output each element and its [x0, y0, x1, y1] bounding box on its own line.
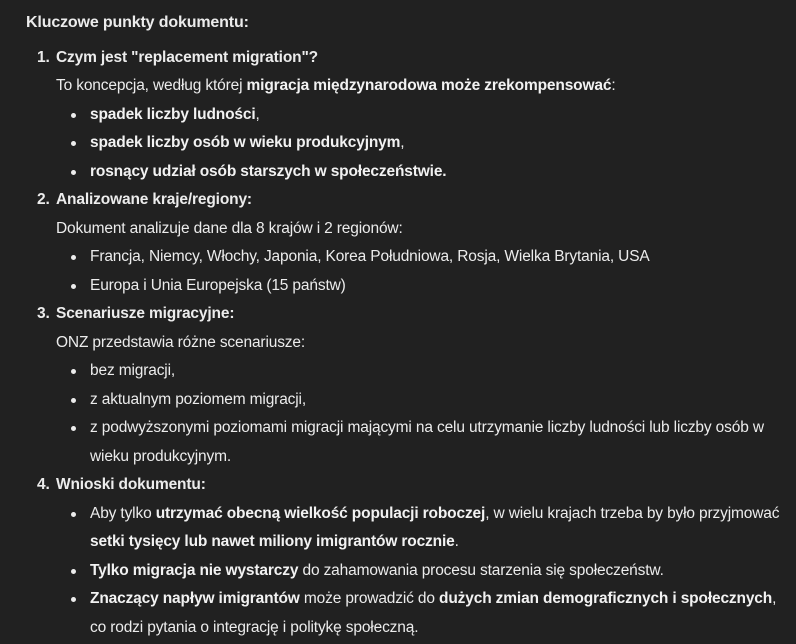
bullet-item — [56, 357, 786, 386]
text-run: ONZ przedstawia różne scenariusze: — [56, 333, 306, 351]
bold-text-run: spadek liczby ludności — [90, 105, 256, 123]
bullet-dot — [71, 369, 76, 374]
bold-text-run: spadek liczby osób w wieku produkcyjnym — [90, 134, 401, 151]
bullet-dot — [71, 141, 76, 146]
bullet-item — [56, 243, 786, 272]
bullet-dot — [71, 512, 76, 517]
text-run: Aby tylko — [90, 504, 156, 522]
bold-text-run: setki tysięcy lub nawet miliony imigrantów rocznie — [90, 533, 455, 550]
text-run: To koncepcja, według której — [56, 77, 247, 94]
bullet-item — [56, 272, 786, 301]
bullet-item — [56, 101, 786, 130]
text-run: z podwyższonymi poziomami migracji mającymi na celu utrzymanie liczby ludności lub liczby osób w wieku produkcyjnym. — [90, 419, 764, 465]
key-point-item — [26, 471, 786, 642]
bullet-dot — [71, 170, 76, 175]
key-point-item — [26, 186, 786, 300]
bold-text-run: migracja międzynarodowa może zrekompensować — [246, 77, 612, 94]
text-run: , — [255, 105, 260, 123]
item-intro — [56, 72, 786, 101]
item-bullets — [56, 243, 786, 300]
text-run: bez migracji, — [90, 362, 176, 379]
item-bullets — [56, 357, 786, 471]
bullet-item — [56, 585, 786, 642]
item-number: 2. — [37, 191, 50, 208]
text-run: Europa i Unia Europejska (15 państw) — [90, 276, 346, 294]
text-run: . — [454, 533, 459, 550]
item-title: Wnioski dokumentu: — [56, 476, 206, 493]
bullet-dot — [71, 398, 76, 403]
item-bullets — [56, 101, 786, 187]
bullet-item — [56, 158, 786, 187]
key-point-item — [26, 300, 786, 471]
bullet-dot — [71, 426, 76, 431]
text-run: Dokument analizuje dane dla 8 krajów i 2 regionów: — [56, 219, 403, 237]
bullet-dot — [71, 255, 76, 260]
text-run: , co rodzi pytania o integrację i politykę społeczną. — [90, 590, 777, 636]
bold-text-run: Tylko migracja nie wystarczy — [90, 561, 299, 579]
text-run: , — [400, 134, 405, 151]
text-run: może prowadzić do — [299, 590, 440, 607]
bullet-dot — [71, 569, 76, 574]
bullet-item — [56, 414, 786, 471]
text-run: do zahamowania procesu starzenia się społeczeństw. — [298, 561, 664, 579]
bold-text-run: Znaczący napływ imigrantów — [90, 590, 300, 607]
item-title: Czym jest "replacement migration"? — [56, 48, 318, 66]
key-point-item — [26, 44, 786, 187]
bullet-dot — [71, 597, 76, 602]
bold-text-run: utrzymać obecną wielkość populacji roboczej — [155, 504, 486, 522]
bold-text-run: dużych zmian demograficznych i społecznych — [439, 590, 773, 607]
item-number: 4. — [37, 476, 50, 493]
item-title: Scenariusze migracyjne: — [56, 305, 235, 322]
text-run: , w wielu krajach trzeba by było przyjmować — [485, 504, 780, 522]
bullet-dot — [71, 284, 76, 289]
item-intro — [56, 329, 786, 358]
text-run: Francja, Niemcy, Włochy, Japonia, Korea Południowa, Rosja, Wielka Brytania, USA — [90, 248, 650, 265]
bullet-item — [56, 557, 786, 586]
bullet-item — [56, 129, 786, 158]
key-points-list — [26, 44, 786, 643]
bullet-item — [56, 500, 786, 557]
item-intro — [56, 215, 786, 244]
bold-text-run: rosnący udział osób starszych w społeczeństwie. — [90, 162, 447, 180]
text-run: z aktualnym poziomem migracji, — [90, 390, 307, 408]
text-run: : — [611, 77, 616, 94]
item-number: 3. — [37, 305, 50, 322]
item-title: Analizowane kraje/regiony: — [56, 191, 252, 208]
bullet-item — [56, 386, 786, 415]
item-bullets — [56, 500, 786, 643]
bullet-dot — [71, 113, 76, 118]
item-number: 1. — [37, 48, 50, 66]
document-heading: Kluczowe punkty dokumentu: — [26, 14, 249, 31]
